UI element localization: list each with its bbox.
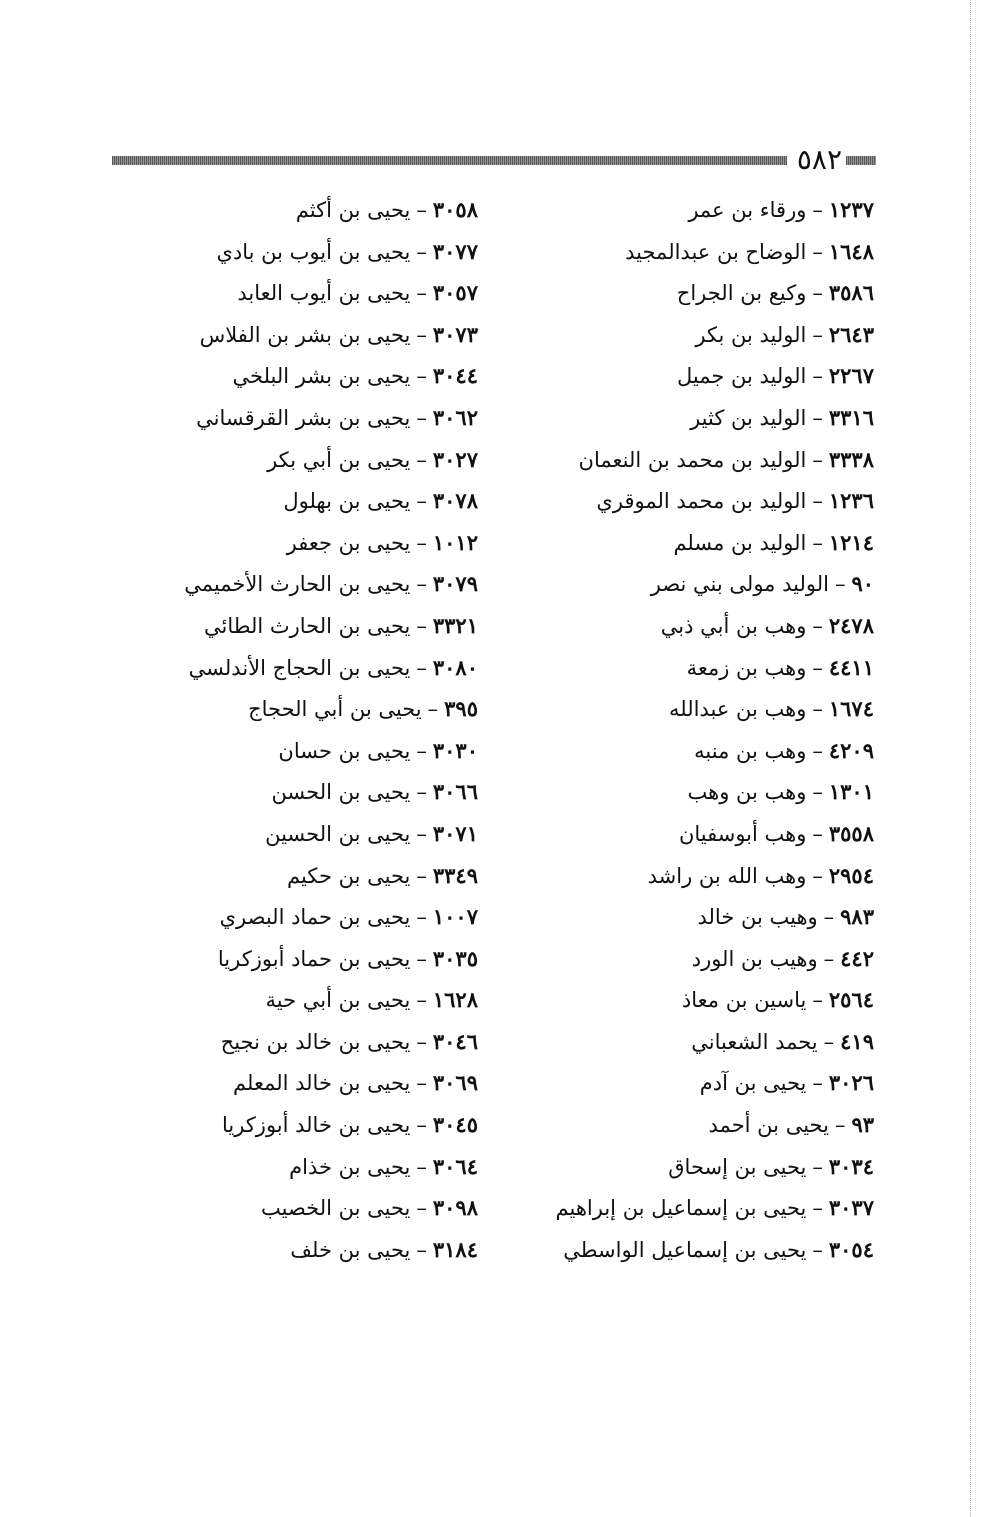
entry-separator: – xyxy=(416,863,427,888)
entry-name: يحيى بن الحارث الأخميمي xyxy=(184,572,411,597)
entry-number: ٣٠٧٧ xyxy=(432,238,478,264)
entry-number: ٣٠٤٤ xyxy=(432,363,478,389)
entry-name: الوليد بن كثير xyxy=(690,405,807,430)
entry-separator: – xyxy=(416,530,427,555)
entry-name: وهب أبوسفيان xyxy=(678,821,807,846)
entry-name: يحمد الشعباني xyxy=(691,1029,818,1054)
entry-number: ٣٠٧٩ xyxy=(432,571,478,597)
entry-number: ٣١٨٤ xyxy=(432,1236,478,1262)
entry-name: يحيى بن الحارث الطائي xyxy=(203,613,411,638)
entry-number: ٣٠٦٦ xyxy=(432,779,478,805)
index-entry xyxy=(118,272,478,314)
entry-separator: – xyxy=(416,1237,427,1262)
entry-separator: – xyxy=(416,655,427,680)
index-entry xyxy=(514,1104,874,1146)
entry-name: يحيى بن خذام xyxy=(289,1154,411,1179)
index-entry xyxy=(118,397,478,439)
entry-name: يحيى بن حماد أبوزكريا xyxy=(217,946,411,971)
entry-separator: – xyxy=(416,198,427,222)
entry-number: ٣٠٧٣ xyxy=(432,321,478,347)
page-number: ٥٨٢ xyxy=(796,143,842,176)
index-entry xyxy=(514,397,874,439)
index-entry xyxy=(118,1021,478,1063)
entry-name: يحيى بن إسماعيل الواسطي xyxy=(563,1237,807,1262)
entry-name: يحيى بن بشر البلخي xyxy=(232,364,411,389)
entry-name: الوليد بن بكر xyxy=(695,322,807,347)
entry-number: ٣٠٩٨ xyxy=(432,1195,478,1221)
entry-name: يحيى بن الخصيب xyxy=(260,1196,411,1221)
entry-separator: – xyxy=(812,447,823,472)
entry-separator: – xyxy=(416,946,427,971)
entry-name: يحيى بن أبي حية xyxy=(265,988,411,1013)
entry-number: ٤٤٢ xyxy=(840,945,874,971)
entry-name: وهب بن عبدالله xyxy=(669,697,807,722)
entry-name: وهب الله بن راشد xyxy=(647,863,807,888)
entry-separator: – xyxy=(416,1071,427,1096)
entry-name: يحيى بن إسماعيل بن إبراهيم xyxy=(555,1196,807,1221)
index-entry xyxy=(514,1146,874,1188)
entry-separator: – xyxy=(834,1113,846,1138)
entry-separator: – xyxy=(834,572,846,597)
entry-separator: – xyxy=(812,198,823,222)
entry-name: الوليد بن جميل xyxy=(676,364,807,389)
entry-separator: – xyxy=(416,988,427,1013)
index-entry xyxy=(514,771,874,813)
entry-number: ٤١٩ xyxy=(840,1028,874,1054)
entry-separator: – xyxy=(416,780,427,805)
entry-number: ٢٥٦٤ xyxy=(828,987,874,1013)
entry-separator: – xyxy=(812,489,823,514)
entry-separator: – xyxy=(416,1029,427,1054)
entry-separator: – xyxy=(823,905,835,930)
entry-number: ٣٠٣٤ xyxy=(828,1153,874,1179)
index-entry xyxy=(514,605,874,647)
index-entry xyxy=(514,439,874,481)
entry-separator: – xyxy=(416,821,427,846)
index-entry xyxy=(514,813,874,855)
entry-name: الوليد مولى بني نصر xyxy=(650,572,829,597)
index-entry xyxy=(118,938,478,980)
entry-name: وهب بن منبه xyxy=(694,738,807,763)
index-entry xyxy=(118,189,478,231)
entry-separator: – xyxy=(812,239,823,264)
entry-number: ٣٠٤٥ xyxy=(432,1112,478,1138)
page-header xyxy=(112,143,876,177)
entry-number: ٣٠٦٤ xyxy=(432,1153,478,1179)
entry-separator: – xyxy=(416,281,427,306)
entry-separator: – xyxy=(416,322,427,347)
index-entry xyxy=(514,1187,874,1229)
entry-name: يحيى بن آدم xyxy=(699,1071,807,1096)
index-entry xyxy=(118,355,478,397)
entry-number: ٣٠٤٦ xyxy=(432,1028,478,1054)
entry-number: ٣٠٣٠ xyxy=(432,737,478,763)
index-entry xyxy=(118,647,478,689)
entry-number: ٢٢٦٧ xyxy=(828,363,874,389)
index-column-left xyxy=(118,189,478,1270)
index-entry xyxy=(118,605,478,647)
entry-number: ٢٦٤٣ xyxy=(828,321,874,347)
index-entry xyxy=(118,1104,478,1146)
entry-name: يحيى بن بهلول xyxy=(283,489,411,514)
index-entry xyxy=(118,439,478,481)
entry-name: يحيى بن خالد أبوزكريا xyxy=(221,1113,411,1138)
index-entry xyxy=(514,896,874,938)
index-entry xyxy=(118,979,478,1021)
entry-number: ٣٠٥٧ xyxy=(432,280,478,306)
entry-number: ٣٩٥ xyxy=(444,696,478,722)
entry-number: ٣٥٥٨ xyxy=(828,820,874,846)
entry-number: ٣٠٥٨ xyxy=(432,197,478,222)
entry-number: ٣٠٦٩ xyxy=(432,1070,478,1096)
index-entry xyxy=(118,771,478,813)
entry-separator: – xyxy=(812,364,823,389)
index-entry xyxy=(514,231,874,273)
entry-number: ١٢٣٧ xyxy=(828,197,874,222)
entry-number: ١٣٠١ xyxy=(828,779,874,805)
entry-number: ٩٠ xyxy=(851,571,874,597)
entry-separator: – xyxy=(812,1196,823,1221)
index-entry xyxy=(514,1062,874,1104)
entry-name: الوليد بن مسلم xyxy=(673,530,807,555)
entry-name: وهب بن زمعة xyxy=(686,655,807,680)
entry-separator: – xyxy=(812,697,823,722)
entry-number: ٣٠٢٧ xyxy=(432,446,478,472)
entry-separator: – xyxy=(812,613,823,638)
entry-number: ١٦٢٨ xyxy=(432,987,478,1013)
entry-separator: – xyxy=(416,489,427,514)
index-entry xyxy=(118,1187,478,1229)
entry-name: يحيى بن حسان xyxy=(278,738,411,763)
entry-name: يحيى بن حكيم xyxy=(287,863,411,888)
entry-name: يحيى بن جعفر xyxy=(286,530,411,555)
index-entry xyxy=(118,896,478,938)
entry-name: وهب بن أبي ذبي xyxy=(660,613,807,638)
entry-separator: – xyxy=(416,1196,427,1221)
entry-number: ٣٣٣٨ xyxy=(828,446,874,472)
entry-name: يحيى بن إسحاق xyxy=(668,1154,807,1179)
index-entry xyxy=(514,730,874,772)
index-entry xyxy=(118,522,478,564)
entry-number: ٢٤٧٨ xyxy=(828,612,874,638)
index-entry xyxy=(514,522,874,564)
entry-separator: – xyxy=(416,738,427,763)
entry-name: وهيب بن الورد xyxy=(691,946,818,971)
index-entry xyxy=(118,1062,478,1104)
entry-name: يحيى بن الحسين xyxy=(265,821,411,846)
entry-number: ٣٠٧١ xyxy=(432,820,478,846)
index-entry xyxy=(118,1146,478,1188)
index-entry xyxy=(514,855,874,897)
entry-separator: – xyxy=(812,1154,823,1179)
entry-number: ٣٠٣٥ xyxy=(432,945,478,971)
entry-separator: – xyxy=(812,821,823,846)
entry-name: ياسين بن معاذ xyxy=(681,988,807,1013)
entry-name: الوليد بن محمد بن النعمان xyxy=(578,447,807,472)
entry-separator: – xyxy=(416,905,427,930)
entry-separator: – xyxy=(812,1237,823,1262)
index-entry xyxy=(118,813,478,855)
index-entry xyxy=(514,1021,874,1063)
entry-name: يحيى بن أبي الحجاج xyxy=(248,697,422,722)
entry-separator: – xyxy=(823,1029,835,1054)
entry-name: يحيى بن أحمد xyxy=(708,1113,829,1138)
entry-name: يحيى بن بشر القرقساني xyxy=(196,405,411,430)
entry-name: الوضاح بن عبدالمجيد xyxy=(625,239,807,264)
entry-number: ٣٣١٦ xyxy=(828,404,874,430)
index-entry xyxy=(514,688,874,730)
entry-number: ٣٠٢٦ xyxy=(828,1070,874,1096)
index-entry xyxy=(118,314,478,356)
entry-name: يحيى بن خلف xyxy=(290,1237,411,1262)
entry-separator: – xyxy=(812,780,823,805)
entry-number: ٣٠٧٨ xyxy=(432,488,478,514)
entry-number: ٣٣٤٩ xyxy=(432,862,478,888)
entry-separator: – xyxy=(812,863,823,888)
index-entry xyxy=(118,688,478,730)
entry-name: يحيى بن حماد البصري xyxy=(219,905,411,930)
entry-number: ٢٩٥٤ xyxy=(828,862,874,888)
index-entry xyxy=(118,480,478,522)
entry-separator: – xyxy=(416,364,427,389)
entry-separator: – xyxy=(812,322,823,347)
entry-separator: – xyxy=(812,655,823,680)
entry-name: يحيى بن خالد المعلم xyxy=(233,1071,411,1096)
entry-number: ١٠٠٧ xyxy=(432,904,478,930)
index-entry xyxy=(118,231,478,273)
entry-number: ٩٣ xyxy=(851,1112,874,1138)
entry-number: ١٦٧٤ xyxy=(828,696,874,722)
entry-name: الوليد بن محمد الموقري xyxy=(596,489,807,514)
index-entry xyxy=(514,1229,874,1271)
entry-number: ١٦٤٨ xyxy=(828,238,874,264)
index-entry xyxy=(514,480,874,522)
index-entry xyxy=(514,272,874,314)
entry-number: ١٢١٤ xyxy=(828,529,874,555)
entry-separator: – xyxy=(812,405,823,430)
entry-separator: – xyxy=(812,988,823,1013)
entry-name: يحيى بن أيوب العابد xyxy=(237,281,411,306)
entry-name: ورقاء بن عمر xyxy=(688,198,807,222)
entry-separator: – xyxy=(416,405,427,430)
index-entry xyxy=(514,563,874,605)
entry-name: وهب بن وهب xyxy=(687,780,807,805)
entry-separator: – xyxy=(416,447,427,472)
entry-separator: – xyxy=(812,281,823,306)
index-entry xyxy=(118,730,478,772)
entry-number: ١٢٣٦ xyxy=(828,488,874,514)
entry-separator: – xyxy=(416,1113,427,1138)
index-entry xyxy=(514,938,874,980)
entry-name: يحيى بن الحجاج الأندلسي xyxy=(188,655,411,680)
entry-name: يحيى بن بشر بن الفلاس xyxy=(199,322,411,347)
index-entry xyxy=(514,314,874,356)
index-entry xyxy=(118,563,478,605)
index-entry xyxy=(118,1229,478,1271)
entry-number: ٣٥٨٦ xyxy=(828,280,874,306)
entry-separator: – xyxy=(812,1071,823,1096)
entry-number: ٣٠٦٢ xyxy=(432,404,478,430)
entry-name: يحيى بن خالد بن نجيح xyxy=(220,1029,411,1054)
entry-separator: – xyxy=(427,697,439,722)
index-entry xyxy=(118,855,478,897)
entry-number: ٣٠٣٧ xyxy=(828,1195,874,1221)
entry-name: يحيى بن أيوب بن بادي xyxy=(216,239,411,264)
entry-number: ٣٠٨٠ xyxy=(432,654,478,680)
index-column-right xyxy=(514,189,874,1270)
entry-name: يحيى بن أكثم xyxy=(295,198,411,222)
entry-name: وهيب بن خالد xyxy=(697,905,818,930)
entry-name: يحيى بن الحسن xyxy=(271,780,411,805)
entry-number: ٣٠٥٤ xyxy=(828,1236,874,1262)
entry-separator: – xyxy=(416,239,427,264)
entry-separator: – xyxy=(823,946,835,971)
header-rule-end xyxy=(846,156,876,165)
entry-separator: – xyxy=(416,572,427,597)
entry-number: ٤٢٠٩ xyxy=(828,737,874,763)
entry-number: ١٠١٢ xyxy=(432,529,478,555)
entry-separator: – xyxy=(812,530,823,555)
header-rule xyxy=(112,156,787,165)
entry-number: ٣٣٢١ xyxy=(432,612,478,638)
entry-separator: – xyxy=(416,613,427,638)
entry-separator: – xyxy=(812,738,823,763)
entry-name: وكيع بن الجراح xyxy=(676,281,807,306)
entry-separator: – xyxy=(416,1154,427,1179)
index-entry xyxy=(514,189,874,231)
entry-number: ٤٤١١ xyxy=(828,654,874,680)
index-entry xyxy=(514,979,874,1021)
page-edge-line xyxy=(970,0,971,1517)
entry-name: يحيى بن أبي بكر xyxy=(267,447,411,472)
index-entry xyxy=(514,355,874,397)
entry-number: ٩٨٣ xyxy=(840,904,874,930)
index-entry xyxy=(514,647,874,689)
